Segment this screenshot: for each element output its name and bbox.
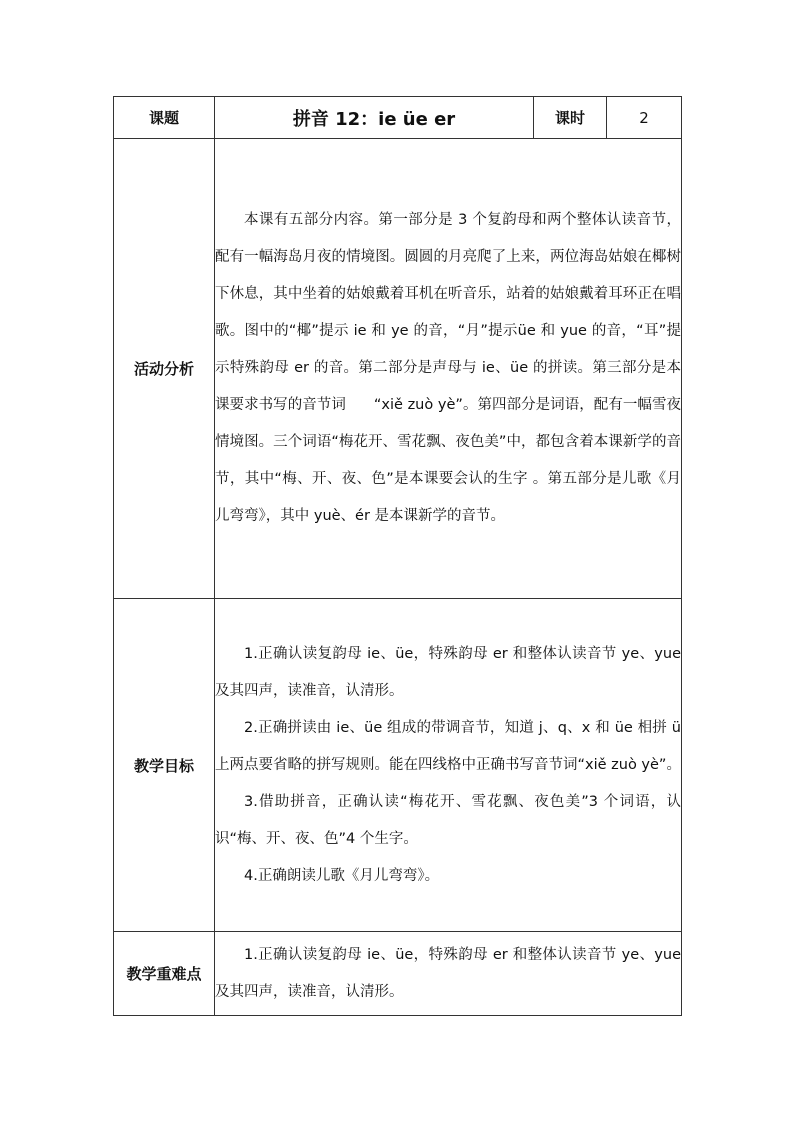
- hours-label: 课时: [534, 97, 607, 139]
- activity-analysis-label: 活动分析: [114, 139, 215, 599]
- teaching-goals-content: [215, 599, 682, 932]
- teaching-goals-label: 教学目标: [114, 599, 215, 932]
- analysis-text-part1: 本课有五部分内容。第一部分是 3 个复韵母和两个整体认读音节，配有一幅海岛月夜的情境图。圆圆的月亮爬了上来，两位海岛姑娘在椰树下休息，其中坐着的姑娘戴着耳机在听音乐，站着的姑娘戴着耳环正在唱歌。图中的“椰”提示 ie 和 ye 的音，“月”提示üe 和 yue 的音，“耳”提示特殊韵母 er 的音。第二部分是声母与 ie、üe 的拼读。第三部分是本课要求书写的音节词: [215, 212, 681, 413]
- lesson-plan-table: [113, 96, 682, 1016]
- goal-item: 1.正确认读复韵母 ie、üe，特殊韵母 er 和整体认读音节 ye、yue 及其四声，读准音，认清形。: [215, 645, 681, 699]
- key-point-item: 1.正确认读复韵母 ie、üe，特殊韵母 er 和整体认读音节 ye、yue 及其四声，读准音，认清形。: [215, 946, 681, 1000]
- teaching-goals-row: [114, 599, 682, 932]
- activity-analysis-content: [215, 139, 682, 599]
- lesson-title: 拼音 12：ie üe er: [215, 97, 534, 139]
- key-points-content: [215, 932, 682, 1016]
- key-points-row: [114, 932, 682, 1016]
- activity-analysis-row: [114, 139, 682, 599]
- goal-item: 3.借助拼音，正确认读“梅花开、雪花飘、夜色美”3 个词语，认识“梅、开、夜、色”4 个生字。: [215, 793, 681, 847]
- hours-value: 2: [607, 97, 682, 139]
- analysis-text-part2: “xiě zuò yè”。第四部分是词语，配有一幅雪夜情境图。三个词语“梅花开、雪花飘、夜色美”中，都包含着本课新学的音节，其中“梅、开、夜、色”是本课要会认的生字 。第五部分是儿歌《月儿弯弯》，其中 yuè、ér 是本课新学的音节。: [215, 397, 682, 524]
- goal-item: 2.正确拼读由 ie、üe 组成的带调音节，知道 j、q、x 和 üe 相拼 ü 上两点要省略的拼写规则。能在四线格中正确书写音节词“xiě zuò yè”。: [215, 719, 681, 773]
- topic-label: 课题: [114, 97, 215, 139]
- key-points-label: 教学重难点: [114, 932, 215, 1016]
- activity-analysis-text: [215, 202, 681, 535]
- goal-item: 4.正确朗读儿歌《月儿弯弯》。: [244, 867, 440, 884]
- header-row: [114, 97, 682, 139]
